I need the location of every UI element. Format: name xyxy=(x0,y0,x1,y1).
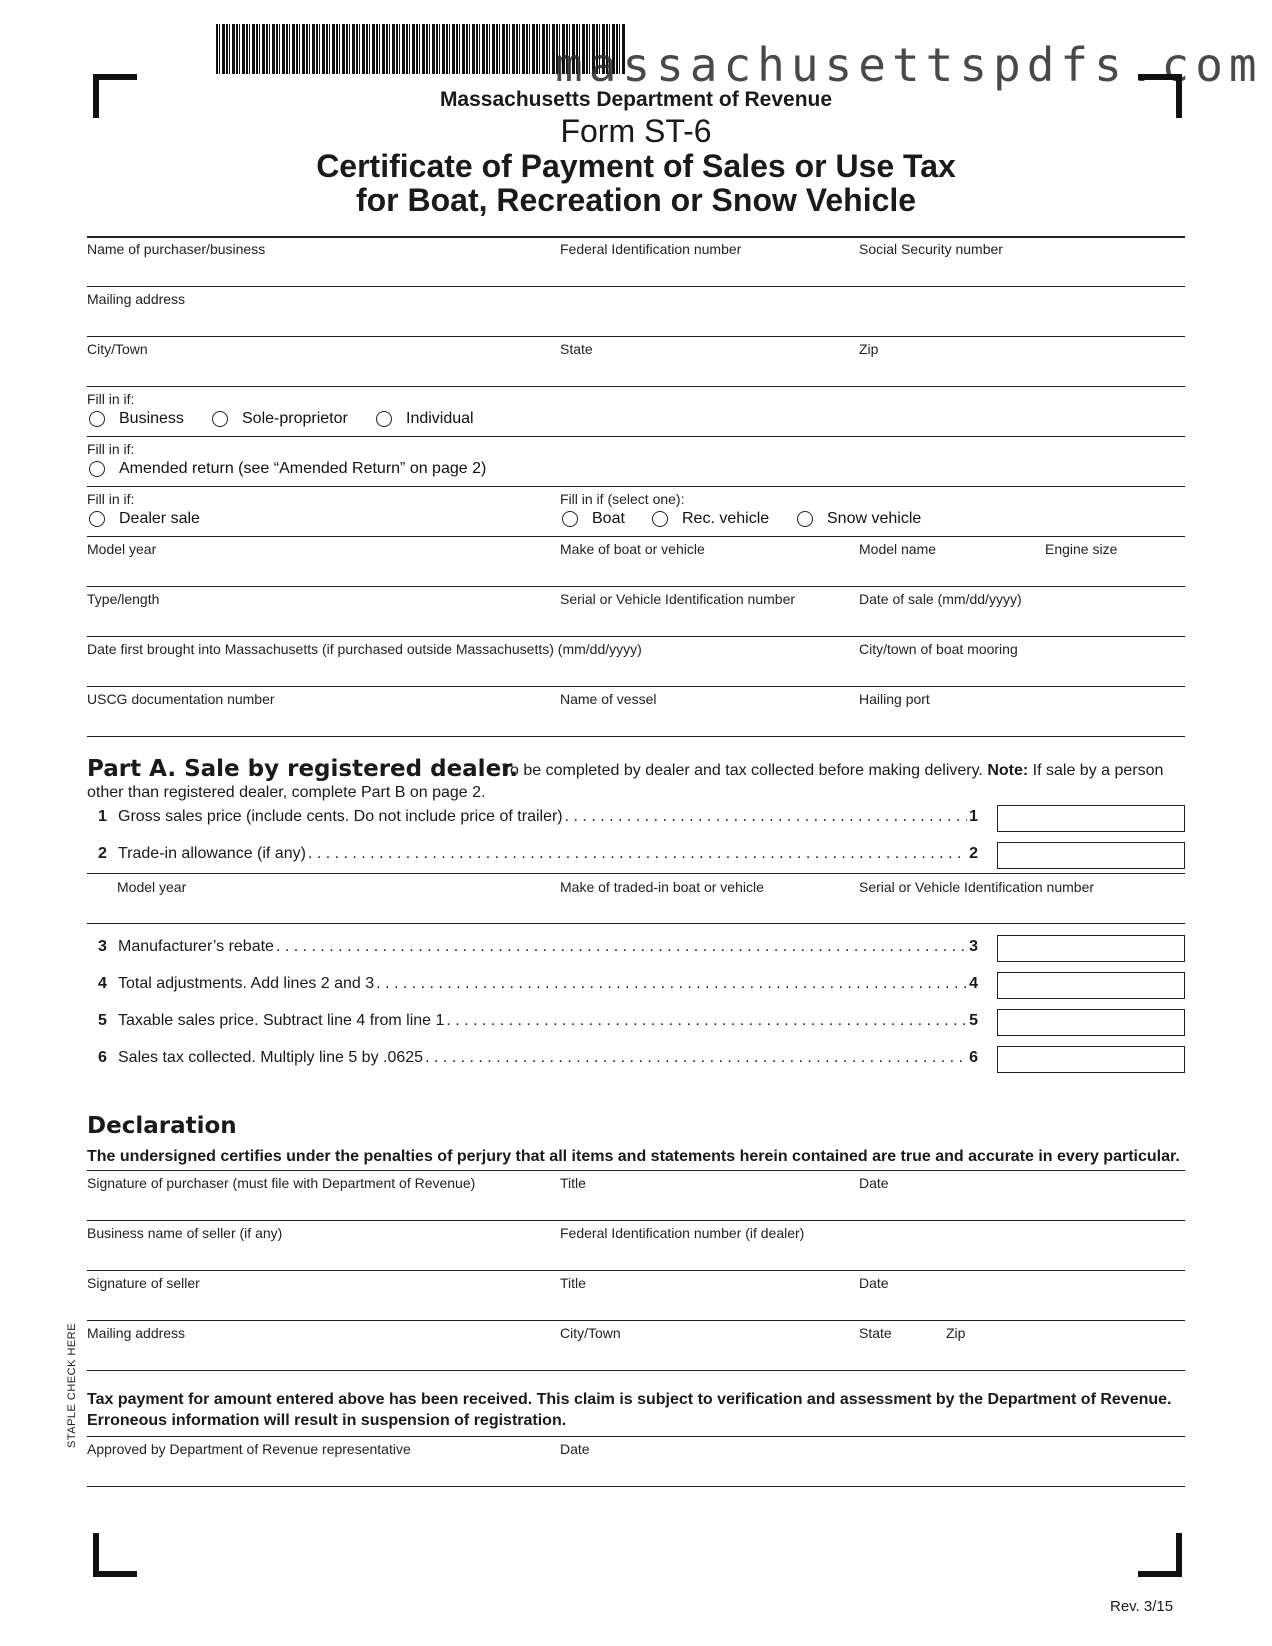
leader-dots xyxy=(565,808,967,826)
model-name-field[interactable]: Model name xyxy=(859,541,937,557)
seller-zip-field[interactable]: Zip xyxy=(946,1325,966,1341)
radio-icon[interactable] xyxy=(89,511,105,527)
form-number: Form ST-6 xyxy=(560,113,712,149)
declaration-title: Declaration xyxy=(87,1113,237,1139)
dealer-sale-label: Dealer sale xyxy=(119,510,200,527)
purchaser-title-field[interactable]: Title xyxy=(560,1175,586,1191)
purchaser-date-field[interactable]: Date xyxy=(859,1175,889,1191)
leader-dots xyxy=(376,975,967,993)
line-number: 3 xyxy=(98,938,107,955)
radio-icon[interactable] xyxy=(212,411,228,427)
note-label: Note: xyxy=(987,762,1029,779)
line-5-input[interactable] xyxy=(997,1009,1185,1036)
line-number: 5 xyxy=(969,1012,978,1029)
line-4 xyxy=(98,975,978,993)
declaration-statement: The undersigned certifies under the penalties of perjury that all items and statements herein contained are true and accurate in every particular. xyxy=(87,1148,1180,1165)
divider xyxy=(87,1436,1185,1437)
federal-id-field[interactable]: Federal Identification number xyxy=(560,241,742,257)
rec-vehicle-label: Rec. vehicle xyxy=(682,510,770,527)
part-a-title: Part A. Sale by registered dealer. xyxy=(87,756,518,782)
line-6 xyxy=(98,1049,978,1067)
radio-icon[interactable] xyxy=(89,411,105,427)
seller-signature-field[interactable]: Signature of seller xyxy=(87,1275,200,1291)
seller-date-field[interactable]: Date xyxy=(859,1275,889,1291)
seller-state-field[interactable]: State xyxy=(859,1325,892,1341)
divider xyxy=(87,1370,1185,1371)
snow-vehicle-label: Snow vehicle xyxy=(827,510,922,527)
date-first-brought-field[interactable]: Date first brought into Massachusetts (if purchased outside Massachusetts) (mm/dd/yyyy) xyxy=(87,641,642,657)
part-a-intro-text: To be completed by dealer and tax collected before making delivery. xyxy=(502,762,983,779)
seller-city-field[interactable]: City/Town xyxy=(560,1325,621,1341)
divider xyxy=(87,923,1185,924)
form-title-line1: Certificate of Payment of Sales or Use Tax xyxy=(316,148,956,184)
business-label: Business xyxy=(119,410,184,427)
divider xyxy=(87,736,1185,737)
staple-note: STAPLE CHECK HERE xyxy=(66,1322,78,1448)
divider xyxy=(87,436,1185,437)
line-3-input[interactable] xyxy=(997,935,1185,962)
crop-mark-bottom-left xyxy=(93,1533,137,1577)
ssn-field[interactable]: Social Security number xyxy=(859,241,1003,257)
line-number: 1 xyxy=(969,808,978,825)
boat-radio[interactable] xyxy=(562,510,625,528)
radio-icon[interactable] xyxy=(376,411,392,427)
model-year-field[interactable]: Model year xyxy=(87,541,157,557)
boat-mooring-field[interactable]: City/town of boat mooring xyxy=(859,641,1018,657)
seller-fid-field[interactable]: Federal Identification number (if dealer) xyxy=(560,1225,805,1241)
radio-icon[interactable] xyxy=(562,511,578,527)
tradein-make-field[interactable]: Make of traded-in boat or vehicle xyxy=(560,879,764,895)
divider xyxy=(87,236,1185,238)
seller-title-field[interactable]: Title xyxy=(560,1275,586,1291)
individual-label: Individual xyxy=(406,410,474,427)
line-2 xyxy=(98,845,978,863)
mailing-address-field[interactable]: Mailing address xyxy=(87,291,186,307)
purchaser-name-field[interactable]: Name of purchaser/business xyxy=(87,241,266,257)
serial-vin-field[interactable]: Serial or Vehicle Identification number xyxy=(560,591,796,607)
line-1 xyxy=(98,808,978,826)
hailing-port-field[interactable]: Hailing port xyxy=(859,691,930,707)
line-text: Taxable sales price. Subtract line 4 from line 1 xyxy=(118,1012,445,1029)
note-text: If sale by a person xyxy=(1032,762,1164,779)
line-number: 4 xyxy=(98,975,107,992)
leader-dots xyxy=(446,1012,967,1030)
seller-business-field[interactable]: Business name of seller (if any) xyxy=(87,1225,283,1241)
divider xyxy=(87,586,1185,587)
divider xyxy=(87,1486,1185,1487)
line-number: 4 xyxy=(969,975,978,992)
individual-radio[interactable] xyxy=(376,410,474,428)
divider xyxy=(87,536,1185,537)
line-number: 2 xyxy=(969,845,978,862)
line-3 xyxy=(98,938,978,956)
approved-by-field[interactable]: Approved by Department of Revenue representative xyxy=(87,1441,411,1457)
state-field[interactable]: State xyxy=(560,341,593,357)
fill-in-label: Fill in if: xyxy=(87,391,135,407)
business-radio[interactable] xyxy=(89,410,184,428)
line-text: Gross sales price (include cents. Do not include price of trailer) xyxy=(118,808,563,825)
line-number: 6 xyxy=(969,1049,978,1066)
line-6-input[interactable] xyxy=(997,1046,1185,1073)
divider xyxy=(87,286,1185,287)
line-2-input[interactable] xyxy=(997,842,1185,869)
boat-label: Boat xyxy=(592,510,625,527)
divider xyxy=(87,636,1185,637)
amended-return-label: Amended return (see “Amended Return” on page 2) xyxy=(119,460,487,477)
sole-proprietor-radio[interactable] xyxy=(212,410,348,428)
approved-date-field[interactable]: Date xyxy=(560,1441,590,1457)
type-length-field[interactable]: Type/length xyxy=(87,591,160,607)
leader-dots xyxy=(425,1049,967,1067)
divider xyxy=(87,1170,1185,1171)
vessel-name-field[interactable]: Name of vessel xyxy=(560,691,657,707)
fill-in-label: Fill in if: xyxy=(87,491,135,507)
tradein-model-year-field[interactable]: Model year xyxy=(117,879,187,895)
line-number: 3 xyxy=(969,938,978,955)
snow-vehicle-radio[interactable] xyxy=(797,510,921,528)
divider xyxy=(87,386,1185,387)
line-number: 6 xyxy=(98,1049,107,1066)
divider xyxy=(87,1220,1185,1221)
payment-statement-line1: Tax payment for amount entered above has been received. This claim is subject to verification and assessment by the Department of Revenue. xyxy=(87,1391,1172,1408)
sole-proprietor-label: Sole-proprietor xyxy=(242,410,348,427)
line-1-input[interactable] xyxy=(997,805,1185,832)
line-text: Sales tax collected. Multiply line 5 by .0625 xyxy=(118,1049,424,1066)
department-name: Massachusetts Department of Revenue xyxy=(439,88,833,111)
seller-mailing-address-field[interactable]: Mailing address xyxy=(87,1325,186,1341)
divider xyxy=(87,1320,1185,1321)
crop-mark-bottom-right xyxy=(1138,1533,1182,1577)
uscg-number-field[interactable]: USCG documentation number xyxy=(87,691,275,707)
dealer-sale-radio[interactable] xyxy=(89,510,200,528)
tradein-serial-field[interactable]: Serial or Vehicle Identification number xyxy=(859,879,1095,895)
part-a-intro-line2: other than registered dealer, complete Part B on page 2. xyxy=(87,784,486,801)
radio-icon[interactable] xyxy=(652,511,668,527)
form-title-line2: for Boat, Recreation or Snow Vehicle xyxy=(355,182,917,218)
line-4-input[interactable] xyxy=(997,972,1185,999)
engine-size-field[interactable]: Engine size xyxy=(1045,541,1118,557)
payment-statement-line2: Erroneous information will result in suspension of registration. xyxy=(87,1412,567,1429)
watermark: massachusettspdfs.com xyxy=(555,38,1263,92)
divider xyxy=(87,486,1185,487)
line-number: 1 xyxy=(98,808,107,825)
purchaser-signature-field[interactable]: Signature of purchaser (must file with Department of Revenue) xyxy=(87,1175,476,1191)
zip-field[interactable]: Zip xyxy=(859,341,879,357)
amended-return-radio[interactable] xyxy=(89,460,486,478)
date-of-sale-field[interactable]: Date of sale (mm/dd/yyyy) xyxy=(859,591,1022,607)
leader-dots xyxy=(308,845,967,863)
divider xyxy=(87,873,1185,874)
fill-in-label: Fill in if: xyxy=(87,441,135,457)
line-number: 2 xyxy=(98,845,107,862)
part-a-intro xyxy=(502,762,1163,780)
leader-dots xyxy=(276,938,967,956)
line-5 xyxy=(98,1012,978,1030)
divider xyxy=(87,336,1185,337)
line-text: Total adjustments. Add lines 2 and 3 xyxy=(118,975,375,992)
city-town-field[interactable]: City/Town xyxy=(87,341,148,357)
make-field[interactable]: Make of boat or vehicle xyxy=(560,541,705,557)
divider xyxy=(87,686,1185,687)
divider xyxy=(87,1270,1185,1271)
rec-vehicle-radio[interactable] xyxy=(652,510,769,528)
revision-label: Rev. 3/15 xyxy=(1110,1598,1174,1615)
radio-icon[interactable] xyxy=(89,461,105,477)
line-text: Trade-in allowance (if any) xyxy=(118,845,306,862)
line-number: 5 xyxy=(98,1012,107,1029)
line-text: Manufacturer’s rebate xyxy=(118,938,274,955)
radio-icon[interactable] xyxy=(797,511,813,527)
fill-in-select-label: Fill in if (select one): xyxy=(560,491,685,507)
